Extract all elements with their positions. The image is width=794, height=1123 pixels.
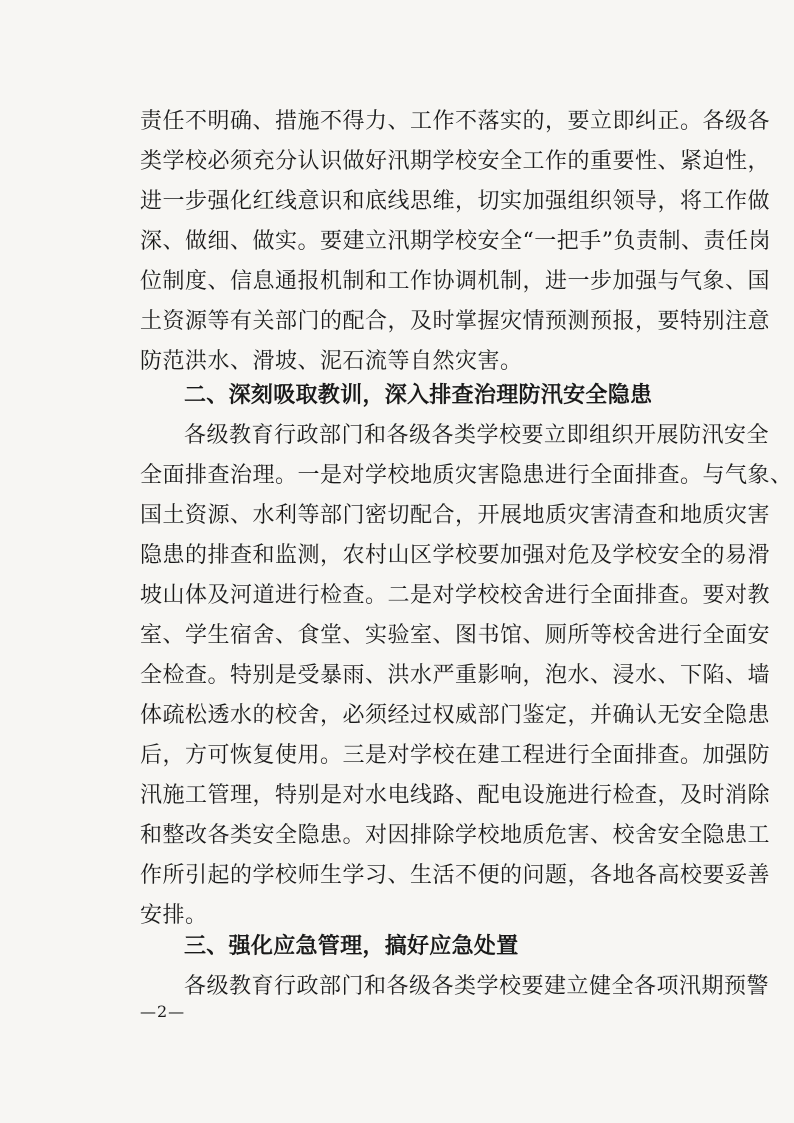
body-line: 后，方可恢复使用。三是对学校在建工程进行全面排查。加强防 <box>140 743 771 768</box>
body-line: 各级教育行政部门和各级各类学校要建立健全各项汛期预警 <box>184 974 770 999</box>
body-line: 防范洪水、滑坡、泥石流等自然灾害。 <box>140 349 523 374</box>
body-line: 全面排查治理。一是对学校地质灾害隐患进行全面排查。与气象、 <box>140 463 793 488</box>
body-line: 和整改各类安全隐患。对因排除学校地质危害、校舍安全隐患工 <box>140 823 771 848</box>
body-line: 体疏松透水的校舍，必须经过权威部门鉴定，并确认无安全隐患 <box>140 703 771 728</box>
section-heading-3: 三、强化应急管理，搞好应急处置 <box>184 934 519 959</box>
body-line: 室、学生宿舍、食堂、实验室、图书馆、厕所等校舍进行全面安 <box>140 623 771 648</box>
body-line: 土资源等有关部门的配合，及时掌握灾情预测预报，要特别注意 <box>140 309 771 334</box>
body-line: 全检查。特别是受暴雨、洪水严重影响，泡水、浸水、下陷、墙 <box>140 663 771 688</box>
body-line: 类学校必须充分认识做好汛期学校安全工作的重要性、紧迫性， <box>140 149 771 174</box>
body-line: 汛施工管理，特别是对水电线路、配电设施进行检查，及时消除 <box>140 783 771 808</box>
body-line: 位制度、信息通报机制和工作协调机制，进一步加强与气象、国 <box>140 269 771 294</box>
body-line: 安排。 <box>140 903 208 928</box>
body-line: 责任不明确、措施不得力、工作不落实的，要立即纠正。各级各 <box>140 109 771 134</box>
body-line: 国土资源、水利等部门密切配合，开展地质灾害清查和地质灾害 <box>140 503 771 528</box>
section-heading-2: 二、深刻吸取教训，深入排查治理防汛安全隐患 <box>184 383 653 408</box>
body-line: 作所引起的学校师生学习、生活不便的问题，各地各高校要妥善 <box>140 863 771 888</box>
page-number: —2— <box>140 1002 186 1021</box>
body-line: 深、做细、做实。要建立汛期学校安全“一把手”负责制、责任岗 <box>140 229 771 254</box>
body-line: 进一步强化红线意识和底线思维，切实加强组织领导，将工作做 <box>140 189 771 214</box>
body-line: 坡山体及河道进行检查。二是对学校校舍进行全面排查。要对教 <box>140 583 771 608</box>
body-line: 各级教育行政部门和各级各类学校要立即组织开展防汛安全 <box>184 423 770 448</box>
body-line: 隐患的排查和监测，农村山区学校要加强对危及学校安全的易滑 <box>140 543 771 568</box>
